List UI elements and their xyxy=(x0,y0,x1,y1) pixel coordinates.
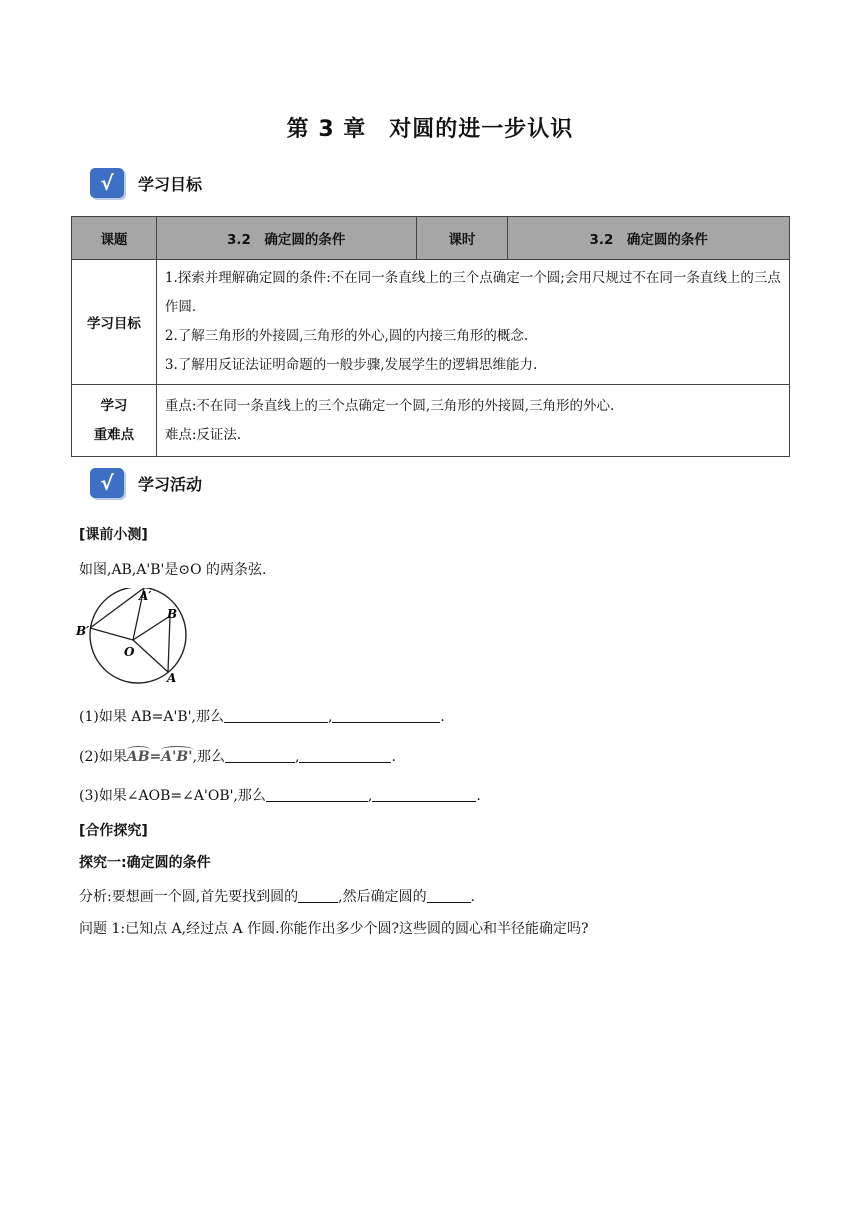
separator: . xyxy=(476,788,481,804)
question-1: 问题 1:已知点 A,经过点 A 作圆.你能作出多少个圆?这些圆的圆心和半径能确定吗? xyxy=(79,921,589,937)
separator: , xyxy=(327,709,333,725)
question-text: (2)如果 xyxy=(79,749,127,765)
key-points-cell xyxy=(156,385,789,457)
arc-ab: AB xyxy=(126,749,150,765)
answer-blank[interactable] xyxy=(299,748,391,763)
analysis-text: 分析:要想画一个圆,首先要找到圆的 xyxy=(79,889,299,905)
check-icon: √ xyxy=(90,468,124,498)
answer-blank[interactable] xyxy=(225,748,295,763)
analysis-line xyxy=(79,886,475,906)
pretest-question-2 xyxy=(79,746,396,766)
label-line: 重难点 xyxy=(93,426,135,443)
difficulty-text: 难点:反证法. xyxy=(164,426,242,443)
key-points-text: 重点:不在同一条直线上的三个点确定一个圆,三角形的外接圆,三角形的外心. xyxy=(164,397,615,414)
objective-item: 1.探索并理解确定圆的条件:不在同一条直线上的三个点确定一个圆;会用尺规过不在同一条直线上的三点作圆. xyxy=(164,270,781,315)
answer-blank[interactable] xyxy=(224,708,328,723)
answer-blank[interactable] xyxy=(266,787,368,802)
separator: . xyxy=(391,749,396,765)
label-o: O xyxy=(124,645,135,659)
header-cell: 3.2 确定圆的条件 xyxy=(156,217,416,260)
radius-o-a xyxy=(133,640,168,672)
chord-ab xyxy=(168,616,170,672)
explore-subheading: 探究一:确定圆的条件 xyxy=(79,855,211,871)
section-heading-activities xyxy=(90,466,202,500)
answer-blank[interactable] xyxy=(372,787,476,802)
label-b-prime: B′ xyxy=(76,624,90,638)
equals-sign: = xyxy=(149,749,162,765)
section-label: 学习目标 xyxy=(138,174,203,194)
pretest-heading: [课前小测] xyxy=(79,527,148,543)
separator: , xyxy=(367,788,373,804)
table-row xyxy=(72,260,790,385)
arc-a-prime-b-prime: A'B' xyxy=(161,749,193,765)
label-a-prime: A′ xyxy=(139,589,152,603)
radius-o-b xyxy=(133,616,170,640)
section-heading-goals xyxy=(90,166,202,200)
explore-heading: [合作探究] xyxy=(79,823,148,839)
question-text: (1)如果 AB=A'B',那么 xyxy=(79,709,224,725)
objective-item: 2.了解三角形的外接圆,三角形的外心,圆的内接三角形的概念. xyxy=(164,328,529,344)
circle-o xyxy=(90,588,186,683)
table-row xyxy=(72,385,790,457)
row-label-key-points xyxy=(72,385,157,457)
pretest-question-1 xyxy=(79,706,445,726)
objective-item: 3.了解用反证法证明命题的一般步骤,发展学生的逻辑思维能力. xyxy=(164,357,538,373)
page-title: 第 3 章 对圆的进一步认识 xyxy=(286,117,574,142)
label-b: B xyxy=(167,607,178,621)
answer-blank[interactable] xyxy=(298,888,338,903)
question-text: (3)如果∠AOB=∠A'OB',那么 xyxy=(79,788,266,804)
separator: . xyxy=(440,709,445,725)
radius-o-b-prime xyxy=(90,628,133,640)
objectives-cell xyxy=(156,260,789,385)
header-cell: 课题 xyxy=(72,217,157,260)
question-text: ,那么 xyxy=(192,749,226,765)
pretest-intro: 如图,AB,A'B'是⊙O 的两条弦. xyxy=(79,562,267,578)
answer-blank[interactable] xyxy=(427,888,471,903)
label-line: 学习 xyxy=(100,397,128,414)
pretest-question-3 xyxy=(79,785,481,805)
analysis-text: ,然后确定圆的 xyxy=(338,889,427,905)
separator: , xyxy=(295,749,300,765)
table-header-row xyxy=(72,217,790,260)
circle-chords-figure xyxy=(74,588,194,688)
header-cell: 课时 xyxy=(416,217,508,260)
section-label: 学习活动 xyxy=(138,474,203,494)
answer-blank[interactable] xyxy=(332,708,440,723)
analysis-text: . xyxy=(470,889,476,905)
header-cell: 3.2 确定圆的条件 xyxy=(508,217,790,260)
row-label-objectives: 学习目标 xyxy=(72,260,157,385)
check-icon: √ xyxy=(90,168,124,198)
label-a: A xyxy=(167,671,177,685)
lesson-table xyxy=(71,216,790,457)
